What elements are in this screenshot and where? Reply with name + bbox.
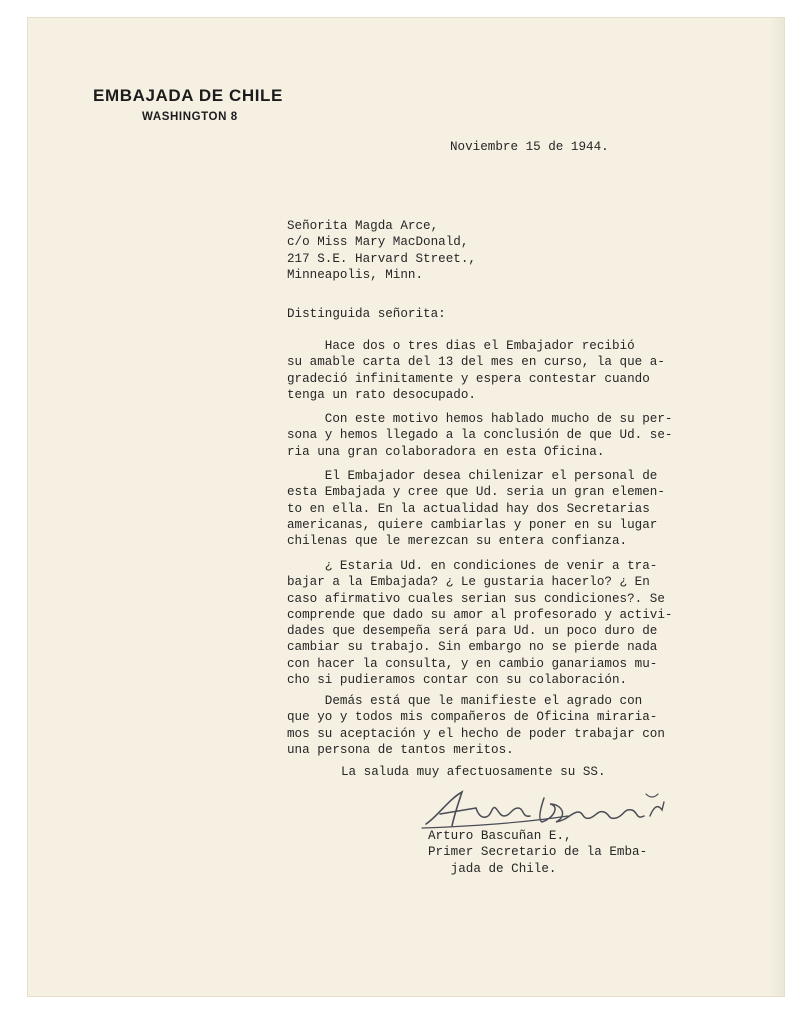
text-line: tenga un rato desocupado.: [287, 387, 476, 402]
text-line: cho si pudieramos contar con su colaboración.: [287, 673, 628, 688]
signature-block: [428, 828, 647, 877]
signer-name: Arturo Bascuñan E.,: [428, 829, 572, 843]
text-line: con hacer la consulta, y en cambio ganariamos mu-: [287, 656, 658, 671]
text-line: comprende que dado su amor al profesorado y activi-: [287, 607, 673, 622]
text-line: cambiar su trabajo. Sin embargo no se pierde nada: [287, 640, 658, 655]
text-line: dades que desempeña será para Ud. un poco duro de: [287, 624, 658, 639]
text-line: ria una gran colaboradora en esta Oficina.: [287, 444, 605, 459]
body-paragraph-1: [287, 338, 665, 403]
recipient-address: [287, 218, 476, 283]
letter-date: Noviembre 15 de 1944.: [450, 140, 609, 154]
text-line: que yo y todos mis compañeros de Oficina mirariа-: [287, 710, 658, 725]
text-line: una persona de tantos meritos.: [287, 742, 514, 757]
body-paragraph-3: [287, 468, 665, 549]
text-line: esta Embajada y cree que Ud. seria un gran elemen-: [287, 485, 665, 500]
text-line: americanas, quiere cambiarlas y poner en su lugar: [287, 517, 658, 532]
salutation: Distinguida señorita:: [287, 307, 446, 321]
signature-strokes: [418, 786, 688, 832]
body-paragraph-4: [287, 558, 672, 688]
address-line: Señorita Magda Arce,: [287, 219, 439, 233]
text-line: caso afirmativo cuales serian sus condiciones?. Se: [287, 591, 665, 606]
signer-title: jada de Chile.: [428, 861, 557, 876]
text-line: gradeció infinitamente y espera contestar cuando: [287, 371, 650, 386]
body-paragraph-2: [287, 411, 672, 460]
text-line: mos su aceptación y el hecho de poder trabajar con: [287, 726, 665, 741]
address-line: 217 S.E. Harvard Street.,: [287, 251, 476, 266]
signer-title: Primer Secretario de la Emba-: [428, 845, 648, 860]
closing: La saluda muy afectuosamente su SS.: [341, 765, 606, 779]
text-line: sona y hemos llegado a la conclusión de que Ud. se-: [287, 428, 673, 443]
text-line: Hace dos o tres dias el Embajador recibió: [287, 339, 635, 353]
text-line: to en ella. En la actualidad hay dos Secretarias: [287, 501, 650, 516]
address-line: Minneapolis, Minn.: [287, 267, 424, 282]
text-line: chilenas que le merezcan su entera confianza.: [287, 534, 628, 549]
letterhead-name: EMBAJADA DE CHILE: [93, 86, 283, 105]
body-paragraph-5: [287, 693, 665, 758]
text-line: El Embajador desea chilenizar el personal de: [287, 469, 658, 483]
text-line: Demás está que le manifieste el agrado con: [287, 694, 643, 708]
text-line: bajar a la Embajada? ¿ Le gustaria hacerlo? ¿ En: [287, 575, 650, 590]
letterhead-city: WASHINGTON 8: [142, 111, 238, 123]
text-line: su amable carta del 13 del mes en curso, la que a-: [287, 355, 665, 370]
text-line: ¿ Estaria Ud. en condiciones de venir a tra-: [287, 559, 658, 573]
address-line: c/o Miss Mary MacDonald,: [287, 235, 469, 250]
handwritten-signature: [418, 786, 688, 832]
text-line: Con este motivo hemos hablado mucho de su per-: [287, 412, 673, 426]
